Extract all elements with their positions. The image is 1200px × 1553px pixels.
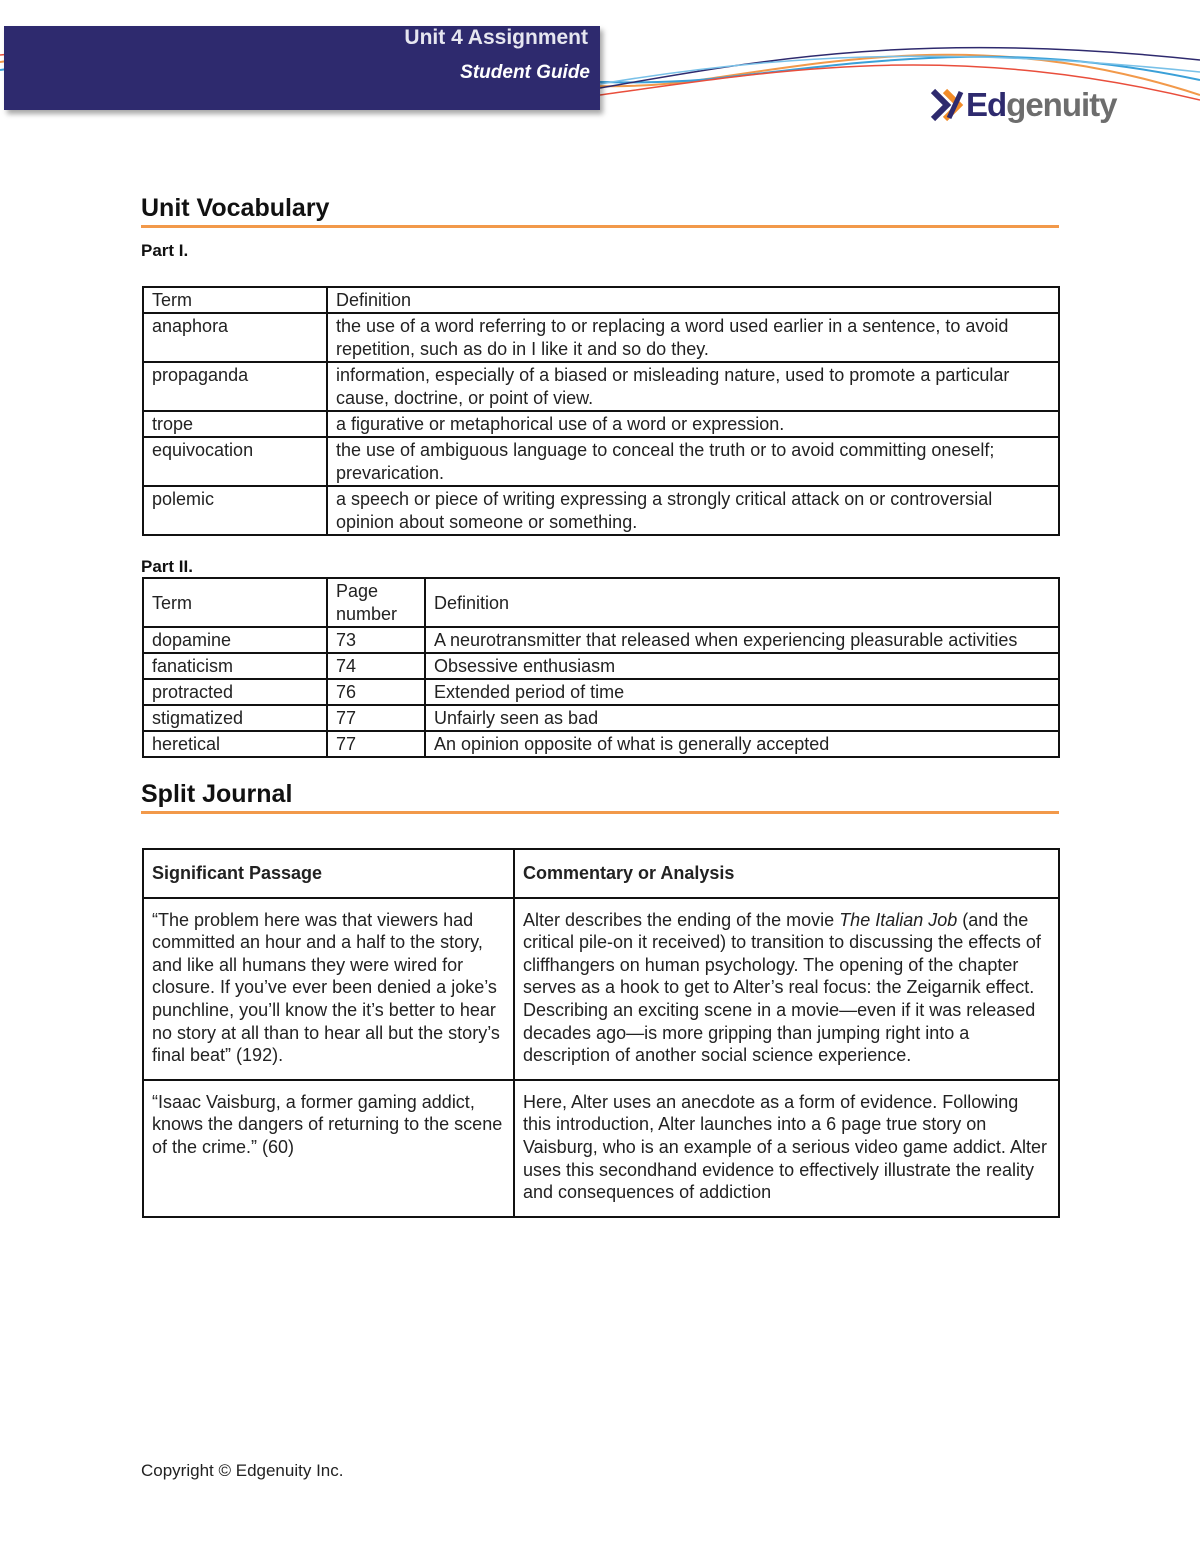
table-row <box>143 653 1059 679</box>
definition-cell: a figurative or metaphorical use of a word or expression. <box>327 411 1059 437</box>
unit-vocabulary-heading: Unit Vocabulary <box>141 194 1059 228</box>
table-header-row <box>143 849 1059 898</box>
page-cell: 74 <box>327 653 425 679</box>
definition-cell: Extended period of time <box>425 679 1059 705</box>
term-cell: propaganda <box>143 362 327 411</box>
table-row <box>143 1080 1059 1217</box>
commentary-text: Alter describes the ending of the movie <box>523 909 840 930</box>
page-cell: 77 <box>327 705 425 731</box>
term-cell: dopamine <box>143 627 327 653</box>
vocab-part-2-table <box>142 577 1060 758</box>
logo-text-rest: genuity <box>1006 86 1117 123</box>
term-cell: anaphora <box>143 313 327 362</box>
edgenuity-x-icon <box>930 88 966 122</box>
column-header: Definition <box>327 287 1059 313</box>
term-cell: trope <box>143 411 327 437</box>
header-band <box>4 26 600 110</box>
definition-cell: a speech or piece of writing expressing a strongly critical attack on or controversial opinion about someone or something. <box>327 486 1059 535</box>
movie-title: The Italian Job <box>839 909 958 930</box>
column-header: Term <box>143 287 327 313</box>
passage-cell: “The problem here was that viewers had committed an hour and a half to the story, and like all humans they were wired for closure. If you’ve ever been denied a joke’s punchline, you’ll know the it’s better to hear no story at all than to hear all but the story’s final beat” (192). <box>143 898 514 1080</box>
column-header: Term <box>143 578 327 627</box>
commentary-cell <box>514 898 1059 1080</box>
definition-cell: A neurotransmitter that released when experiencing pleasurable activities <box>425 627 1059 653</box>
table-row <box>143 362 1059 411</box>
table-header-row <box>143 578 1059 627</box>
part-2-label: Part II. <box>141 557 193 576</box>
assignment-subtitle: Student Guide <box>460 62 590 83</box>
commentary-text: (and the critical pile-on it received) to transition to discussing the effects of cliffhangers on human psychology. The opening of the chapter serves as a hook to get to Alter’s real focus: the Zeigarnik effect. Describing an exciting scene in a movie—even if it was released decades ago—is more gripping than jumping right into a description of another social science experience. <box>523 909 1041 1066</box>
table-row <box>143 898 1059 1080</box>
page-cell: 73 <box>327 627 425 653</box>
term-cell: protracted <box>143 679 327 705</box>
page-cell: 77 <box>327 731 425 757</box>
table-row <box>143 705 1059 731</box>
assignment-title: Unit 4 Assignment <box>404 26 588 49</box>
definition-cell: the use of ambiguous language to conceal the truth or to avoid committing oneself; prevarication. <box>327 437 1059 486</box>
table-header-row <box>143 287 1059 313</box>
page-cell: 76 <box>327 679 425 705</box>
vocab-part-1-table <box>142 286 1060 536</box>
commentary-cell: Here, Alter uses an anecdote as a form of evidence. Following this introduction, Alter launches into a 6 page true story on Vaisburg, who is an example of a serious video game addict. Alter uses this secondhand evidence to effectively illustrate the reality and consequences of addiction <box>514 1080 1059 1217</box>
part-1-label: Part I. <box>141 241 189 260</box>
split-journal-table <box>142 848 1060 1218</box>
edgenuity-logo <box>930 86 1117 124</box>
definition-cell: Unfairly seen as bad <box>425 705 1059 731</box>
definition-cell: information, especially of a biased or misleading nature, used to promote a particular cause, doctrine, or point of view. <box>327 362 1059 411</box>
column-header: Commentary or Analysis <box>514 849 1059 898</box>
term-cell: polemic <box>143 486 327 535</box>
definition-cell: Obsessive enthusiasm <box>425 653 1059 679</box>
definition-cell: the use of a word referring to or replacing a word used earlier in a sentence, to avoid repetition, such as do in I like it and so do they. <box>327 313 1059 362</box>
definition-cell: An opinion opposite of what is generally accepted <box>425 731 1059 757</box>
logo-text-ed: Ed <box>966 86 1007 123</box>
table-row <box>143 731 1059 757</box>
column-header: Significant Passage <box>143 849 514 898</box>
term-cell: heretical <box>143 731 327 757</box>
term-cell: fanaticism <box>143 653 327 679</box>
table-row <box>143 313 1059 362</box>
passage-cell: “Isaac Vaisburg, a former gaming addict, knows the dangers of returning to the scene of the crime.” (60) <box>143 1080 514 1217</box>
table-row <box>143 411 1059 437</box>
table-row <box>143 627 1059 653</box>
term-cell: equivocation <box>143 437 327 486</box>
table-row <box>143 679 1059 705</box>
split-journal-heading: Split Journal <box>141 780 1059 814</box>
copyright-footer: Copyright © Edgenuity Inc. <box>141 1461 344 1480</box>
column-header: Page number <box>327 578 425 627</box>
table-row <box>143 486 1059 535</box>
column-header: Definition <box>425 578 1059 627</box>
table-row <box>143 437 1059 486</box>
term-cell: stigmatized <box>143 705 327 731</box>
